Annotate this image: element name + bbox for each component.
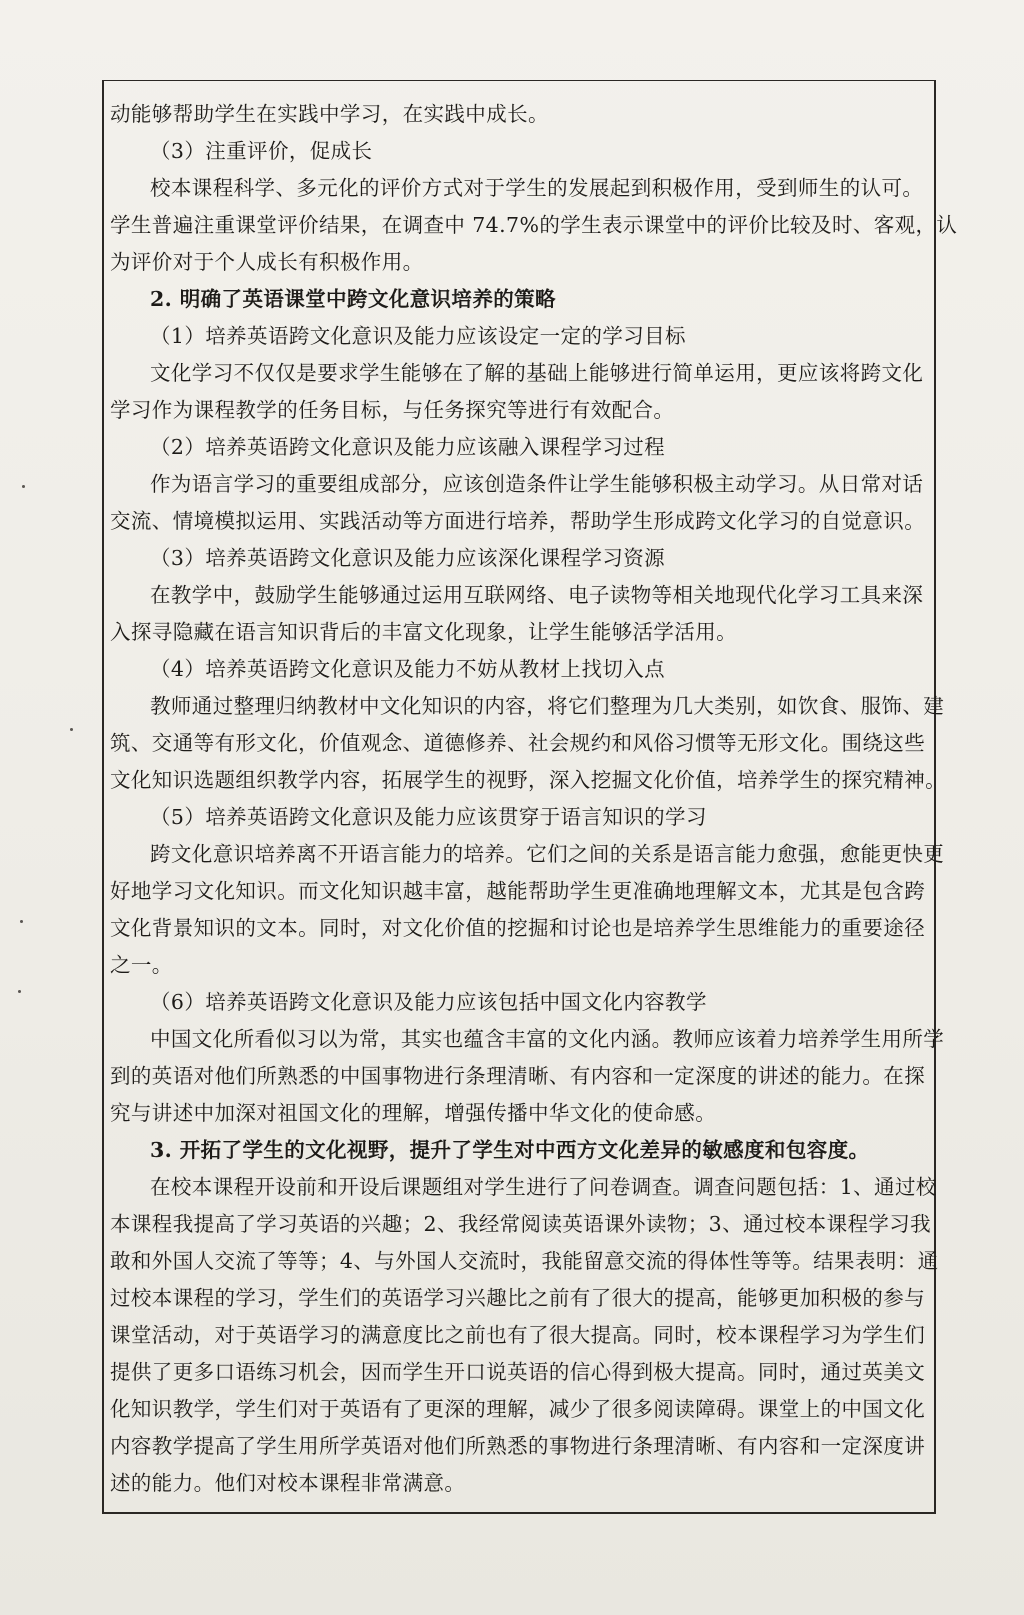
text-line: 在教学中，鼓励学生能够通过运用互联网络、电子读物等相关地现代化学习工具来深 xyxy=(150,583,924,607)
text-line: 化知识教学，学生们对于英语有了更深的理解，减少了很多阅读障碍。课堂上的中国文化 xyxy=(110,1397,926,1421)
text-line: 过校本课程的学习，学生们的英语学习兴趣比之前有了很大的提高，能够更加积极的参与 xyxy=(110,1286,926,1310)
scan-speck xyxy=(70,728,73,731)
text-line: 述的能力。他们对校本课程非常满意。 xyxy=(110,1471,466,1495)
subheading-4: （4）培养英语跨文化意识及能力不妨从教材上找切入点 xyxy=(150,657,666,681)
text-line: 之一。 xyxy=(110,953,173,977)
text-line: 文化学习不仅仅是要求学生能够在了解的基础上能够进行简单运用，更应该将跨文化 xyxy=(150,361,924,385)
text-line: 课堂活动，对于英语学习的满意度比之前也有了很大提高。同时，校本课程学习为学生们 xyxy=(110,1323,926,1347)
subheading-2: （2）培养英语跨文化意识及能力应该融入课程学习过程 xyxy=(150,435,666,459)
subheading-3: （3）培养英语跨文化意识及能力应该深化课程学习资源 xyxy=(150,546,666,570)
text-line: 在校本课程开设前和开设后课题组对学生进行了问卷调查。调查问题包括：1、通过校 xyxy=(150,1175,937,1199)
text-line: 学生普遍注重课堂评价结果，在调查中 74.7%的学生表示课堂中的评价比较及时、客观，认 xyxy=(110,213,958,237)
text-line: 作为语言学习的重要组成部分，应该创造条件让学生能够积极主动学习。从日常对话 xyxy=(150,472,924,496)
scan-speck xyxy=(20,920,23,923)
text-line: 交流、情境模拟运用、实践活动等方面进行培养，帮助学生形成跨文化学习的自觉意识。 xyxy=(110,509,926,533)
text-line: 动能够帮助学生在实践中学习，在实践中成长。 xyxy=(110,102,549,126)
scan-speck xyxy=(22,485,25,488)
subheading-3-evaluation: （3）注重评价，促成长 xyxy=(150,139,373,163)
section-heading-2: 2. 明确了英语课堂中跨文化意识培养的策略 xyxy=(150,287,556,311)
text-line: 筑、交通等有形文化，价值观念、道德修养、社会规约和风俗习惯等无形文化。围绕这些 xyxy=(110,731,926,755)
subheading-1: （1）培养英语跨文化意识及能力应该设定一定的学习目标 xyxy=(150,324,686,348)
text-line: 入探寻隐藏在语言知识背后的丰富文化现象，让学生能够活学活用。 xyxy=(110,620,737,644)
text-line: 到的英语对他们所熟悉的中国事物进行条理清晰、有内容和一定深度的讲述的能力。在探 xyxy=(110,1064,926,1088)
text-line: 中国文化所看似习以为常，其实也蕴含丰富的文化内涵。教师应该着力培养学生用所学 xyxy=(150,1027,945,1051)
scan-speck xyxy=(18,990,21,993)
text-line: 为评价对于个人成长有积极作用。 xyxy=(110,250,424,274)
text-line: 敢和外国人交流了等等；4、与外国人交流时，我能留意交流的得体性等等。结果表明：通 xyxy=(110,1249,939,1273)
text-line: 学习作为课程教学的任务目标，与任务探究等进行有效配合。 xyxy=(110,398,675,422)
text-line: 究与讲述中加深对祖国文化的理解，增强传播中华文化的使命感。 xyxy=(110,1101,717,1125)
text-line: 文化知识选题组织教学内容，拓展学生的视野，深入挖掘文化价值，培养学生的探究精神。 xyxy=(110,768,946,792)
text-line: 好地学习文化知识。而文化知识越丰富，越能帮助学生更准确地理解文本，尤其是包含跨 xyxy=(110,879,926,903)
subheading-6: （6）培养英语跨文化意识及能力应该包括中国文化内容教学 xyxy=(150,990,707,1014)
text-line: 提供了更多口语练习机会，因而学生开口说英语的信心得到极大提高。同时，通过英美文 xyxy=(110,1360,926,1384)
text-line: 文化背景知识的文本。同时，对文化价值的挖掘和讨论也是培养学生思维能力的重要途径 xyxy=(110,916,926,940)
text-line: 校本课程科学、多元化的评价方式对于学生的发展起到积极作用，受到师生的认可。 xyxy=(150,176,924,200)
text-line: 内容教学提高了学生用所学英语对他们所熟悉的事物进行条理清晰、有内容和一定深度讲 xyxy=(110,1434,926,1458)
subheading-5: （5）培养英语跨文化意识及能力应该贯穿于语言知识的学习 xyxy=(150,805,707,829)
text-line: 教师通过整理归纳教材中文化知识的内容，将它们整理为几大类别，如饮食、服饰、建 xyxy=(150,694,945,718)
text-line: 跨文化意识培养离不开语言能力的培养。它们之间的关系是语言能力愈强，愈能更快更 xyxy=(150,842,945,866)
section-heading-3: 3. 开拓了学生的文化视野，提升了学生对中西方文化差异的敏感度和包容度。 xyxy=(150,1138,870,1162)
text-line: 本课程我提高了学习英语的兴趣；2、我经常阅读英语课外读物；3、通过校本课程学习我 xyxy=(110,1212,932,1236)
